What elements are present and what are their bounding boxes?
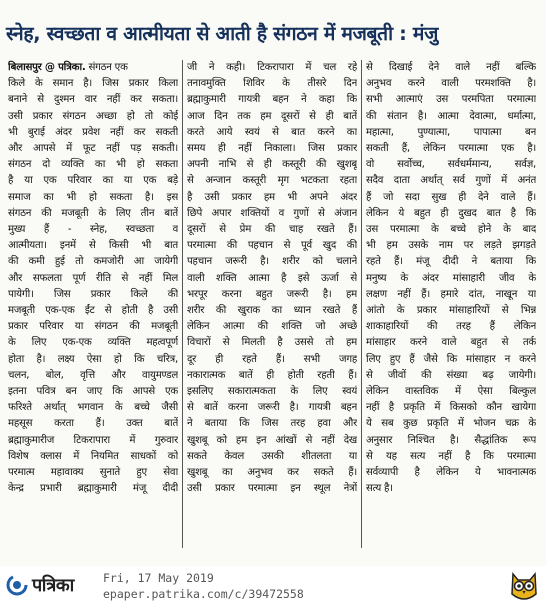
article-text-line: से अन्जान कस्तूरी मृग भटकता रहता bbox=[187, 175, 357, 187]
article-text-line: इतना पवित्र बन जाए कि आपसे एक bbox=[8, 386, 178, 398]
article-text-line: है या एक परिवार का या एक बड़े bbox=[8, 175, 178, 187]
article-text-line: सभी आत्माएं उस परमपिता परमात्मा bbox=[366, 94, 536, 106]
epaper-url[interactable]: epaper.patrika.com/c/39472558 bbox=[103, 587, 304, 601]
article-text-line: सदैव दाता अर्थात् सर्व गुणों में अनंत bbox=[366, 175, 536, 187]
article-text-line: भरपूर करना बहुत जरूरी है। हम bbox=[187, 288, 357, 300]
edition-date: Fri, 17 May 2019 bbox=[103, 571, 214, 585]
article-text-line: से बातें करना जरूरी है। गायत्री बहन bbox=[187, 402, 357, 414]
article-text-line: शरीर की खुराक का ध्यान रखते हैं bbox=[187, 305, 357, 317]
article-text-line: उस परमात्मा के बच्चे होने के बाद bbox=[366, 224, 536, 236]
article-text-line: लक्षण नहीं हैं। हमारे दांत, नाखून या bbox=[366, 288, 536, 300]
dateline: बिलासपुर @ पत्रिका. bbox=[8, 62, 86, 73]
article-text-line: ब्रह्माकुमारीज टिकरापारा में गुरुवार bbox=[8, 434, 178, 446]
article-text-line: तनावमुक्ति शिविर के तीसरे दिन bbox=[187, 78, 357, 90]
article-text-line: समाज का भी हो सकता है। इस bbox=[8, 191, 178, 203]
article-text-line: परमात्मा की पहचान से पूर्व खुद की bbox=[187, 240, 357, 252]
article-text-line: उसी प्रकार परमात्मा इन स्थूल नेत्रों bbox=[187, 483, 357, 495]
article-text-line: सकते केवल उसकी शीतलता या bbox=[187, 450, 357, 462]
article-text-line: केन्द्र प्रभारी ब्रह्माकुमारी मंजू दीदी bbox=[8, 483, 178, 495]
article-text-line: विचारों से मिलती है उससे तो हम bbox=[187, 337, 357, 349]
article-column-3 bbox=[366, 60, 536, 497]
article-text-line: समय ही नहीं निकाला। जिस प्रकार bbox=[187, 143, 357, 155]
article-text-line: पायेगी। जिस प्रकार किले की bbox=[8, 288, 178, 300]
article-text-line: परमात्म महावाक्य सुनाते हुए सेवा bbox=[8, 467, 178, 479]
article-text-line: खुशबू को हम इन आंखों से नहीं देख bbox=[187, 434, 357, 446]
article-text-line: पहचान जरूरी है। शरीर को चलाने bbox=[187, 256, 357, 268]
article-text-line: अपनी नाभि से ही कस्तूरी की खुशबू bbox=[187, 159, 357, 171]
article-text-line: होता है। लक्ष्य ऐसा हो कि चरित्र, bbox=[8, 353, 178, 365]
article-text-line: है उसी प्रकार हम भी अपने अंदर bbox=[187, 191, 357, 203]
patrika-logo-icon bbox=[6, 574, 32, 596]
epaper-footer bbox=[0, 566, 546, 604]
article-text-line: जी ने कही। टिकरापारा में चल रहे bbox=[187, 62, 357, 73]
column-divider bbox=[361, 60, 362, 548]
article-text-line: हैं जो सदा सुख ही देने वाले हैं। bbox=[366, 191, 536, 203]
article-column-2 bbox=[187, 60, 357, 497]
article-column-1 bbox=[8, 60, 178, 497]
article-text-line: प्रकार परिवार या संगठन की मजबूती bbox=[8, 321, 178, 333]
article-text-line: छिपे अपार शक्तियों व गुणों से अंजान bbox=[187, 207, 357, 219]
article-text-line: संगठन दो व्यक्ति का भी हो सकता bbox=[8, 159, 178, 171]
article-text-line: महसूस करता हैं। उक्त बातें bbox=[8, 418, 178, 430]
article-text-line: आंतो के प्रकार मांसाहारियों से भिन्न bbox=[366, 305, 536, 317]
article-text-line: विशेष क्लास में नियमित साधकों को bbox=[8, 450, 178, 462]
article-text-line: से यह सत्य नहीं है कि परमात्मा bbox=[366, 450, 536, 462]
article-text-line: दूर ही रहते हैं। सभी जगह bbox=[187, 353, 357, 365]
article-text-line: खुशबू का अनुभव कर सकते हैं। bbox=[187, 467, 357, 479]
column-divider bbox=[182, 60, 183, 548]
edition-meta bbox=[103, 570, 304, 602]
article-text-line: सकती हैं, लेकिन परमात्मा एक है। bbox=[366, 143, 536, 155]
article-text-line: लेकिन वास्तविक में ऐसा बिल्कुल bbox=[366, 386, 536, 398]
article-text-line: ब्रह्माकुमारी गायत्री बहन ने कहा कि bbox=[187, 94, 357, 106]
article-text-line: भी बुराई अंदर प्रवेश नहीं कर सकती bbox=[8, 126, 178, 138]
article-text-line: शाकाहारियों की तरह हैं लेकिन bbox=[366, 321, 536, 333]
article-text-line bbox=[8, 60, 178, 76]
article-text-line: मुख्य हैं - स्नेह, स्वच्छता व bbox=[8, 224, 178, 236]
article-text-line: ने बताया कि जिस तरह हवा और bbox=[187, 418, 357, 430]
logo-text: पत्रिका bbox=[32, 575, 74, 596]
patrika-logo[interactable] bbox=[6, 572, 86, 598]
article-text-line: रहते हैं। मंजू दीदी ने बताया कि bbox=[366, 256, 536, 268]
article-text-line: नकारात्मक बातें ही होती रहती हैं। bbox=[187, 369, 357, 381]
article-text-line: के लिए एक-एक व्यक्ति महत्वपूर्ण bbox=[8, 337, 178, 349]
article-text-line: की संतान है। आत्मा देवात्मा, धर्मात्मा, bbox=[366, 110, 536, 122]
article-text-line: दूसरों से प्रेम की चाह रखते हैं। bbox=[187, 224, 357, 236]
article-text-line: फरिश्ते अर्थात् भगवान के बच्चे जैसी bbox=[8, 402, 178, 414]
owl-icon bbox=[507, 570, 541, 602]
article-text-line: उसी प्रकार संगठन अच्छा हो तो कोई bbox=[8, 110, 178, 122]
article-text-line: मजबूती एक-एक ईंट से होती है उसी bbox=[8, 305, 178, 317]
article-text-line: ये सब कुछ प्रकृति में भोजन चक्र के bbox=[366, 418, 536, 430]
article-text-line: से दिखाई देने वाले नहीं बल्कि bbox=[366, 62, 536, 73]
article-text-line: भी हम उसके नाम पर लड़ते झगड़ते bbox=[366, 240, 536, 252]
article-text-line: सत्य है। bbox=[366, 483, 393, 495]
article-text-line: और आपसे में फूट नहीं पड़ सकती। bbox=[8, 143, 178, 155]
article-text: संगठन एक bbox=[85, 62, 128, 73]
article-text-line: नहीं है प्रकृति में किसको कौन खायेगा bbox=[366, 402, 536, 414]
article-text-line: इसलिए सकारात्मकता के लिए स्वयं bbox=[187, 386, 357, 398]
article-text-line: वाली शक्ति आत्मा है इसे ऊर्जा से bbox=[187, 272, 357, 284]
article-text-line: किले के समान है। जिस प्रकार किला bbox=[8, 78, 178, 90]
article-text-line: मांसाहार करने वाले बहुत से तर्क bbox=[366, 337, 536, 349]
article-text-line: लेकिन आत्मा की शक्ति जो अच्छे bbox=[187, 321, 357, 333]
article-text-line: से जीवों की संख्या बढ़ जायेगी। bbox=[366, 369, 536, 381]
article-text-line: अनुसार निश्चित है। सैद्धांतिक रूप bbox=[366, 434, 536, 446]
article-headline: स्नेह, स्वच्छता व आत्मीयता से आती है संगठन में मजबूती : मंजु bbox=[6, 22, 439, 45]
article-text-line: चलन, बोल, वृत्ति और वायुमण्डल bbox=[8, 369, 178, 381]
article-text-line: मनुष्य के अंदर मांसाहारी जीव के bbox=[366, 272, 536, 284]
article-text-line: लिए हुए हैं जैसे कि मांसाहार न करने bbox=[366, 353, 536, 365]
article-text-line: लेकिन ये बहुत ही दुखद बात है कि bbox=[366, 207, 536, 219]
article-text-line: वो सर्वोच्च, सर्वधर्ममान्य, सर्वज्ञ, bbox=[366, 159, 536, 171]
article-text-line: महात्मा, पुण्यात्मा, पापात्मा बन bbox=[366, 126, 536, 138]
article-text-line: सर्वव्यापी है लेकिन ये भावनात्मक bbox=[366, 467, 536, 479]
article-text-line: करते आये स्वयं से बात करने का bbox=[187, 126, 357, 138]
article-text-line: आत्मीयता। इनमें से किसी भी बात bbox=[8, 240, 178, 252]
article-text-line: अनुभव करने वाली परमशक्ति है। bbox=[366, 78, 536, 90]
article-text-line: संगठन की मजबूती के लिए तीन बातें bbox=[8, 207, 178, 219]
article-text-line: बनाने से दुश्मन वार नहीं कर सकता। bbox=[8, 94, 178, 106]
article-text-line: आज दिन तक हम दूसरों से ही बातें bbox=[187, 110, 357, 122]
article-text-line: और सफलता पूर्ण रीति से नहीं मिल bbox=[8, 272, 178, 284]
article-text-line: की कमी हुई तो कमजोरी आ जायेगी bbox=[8, 256, 178, 268]
